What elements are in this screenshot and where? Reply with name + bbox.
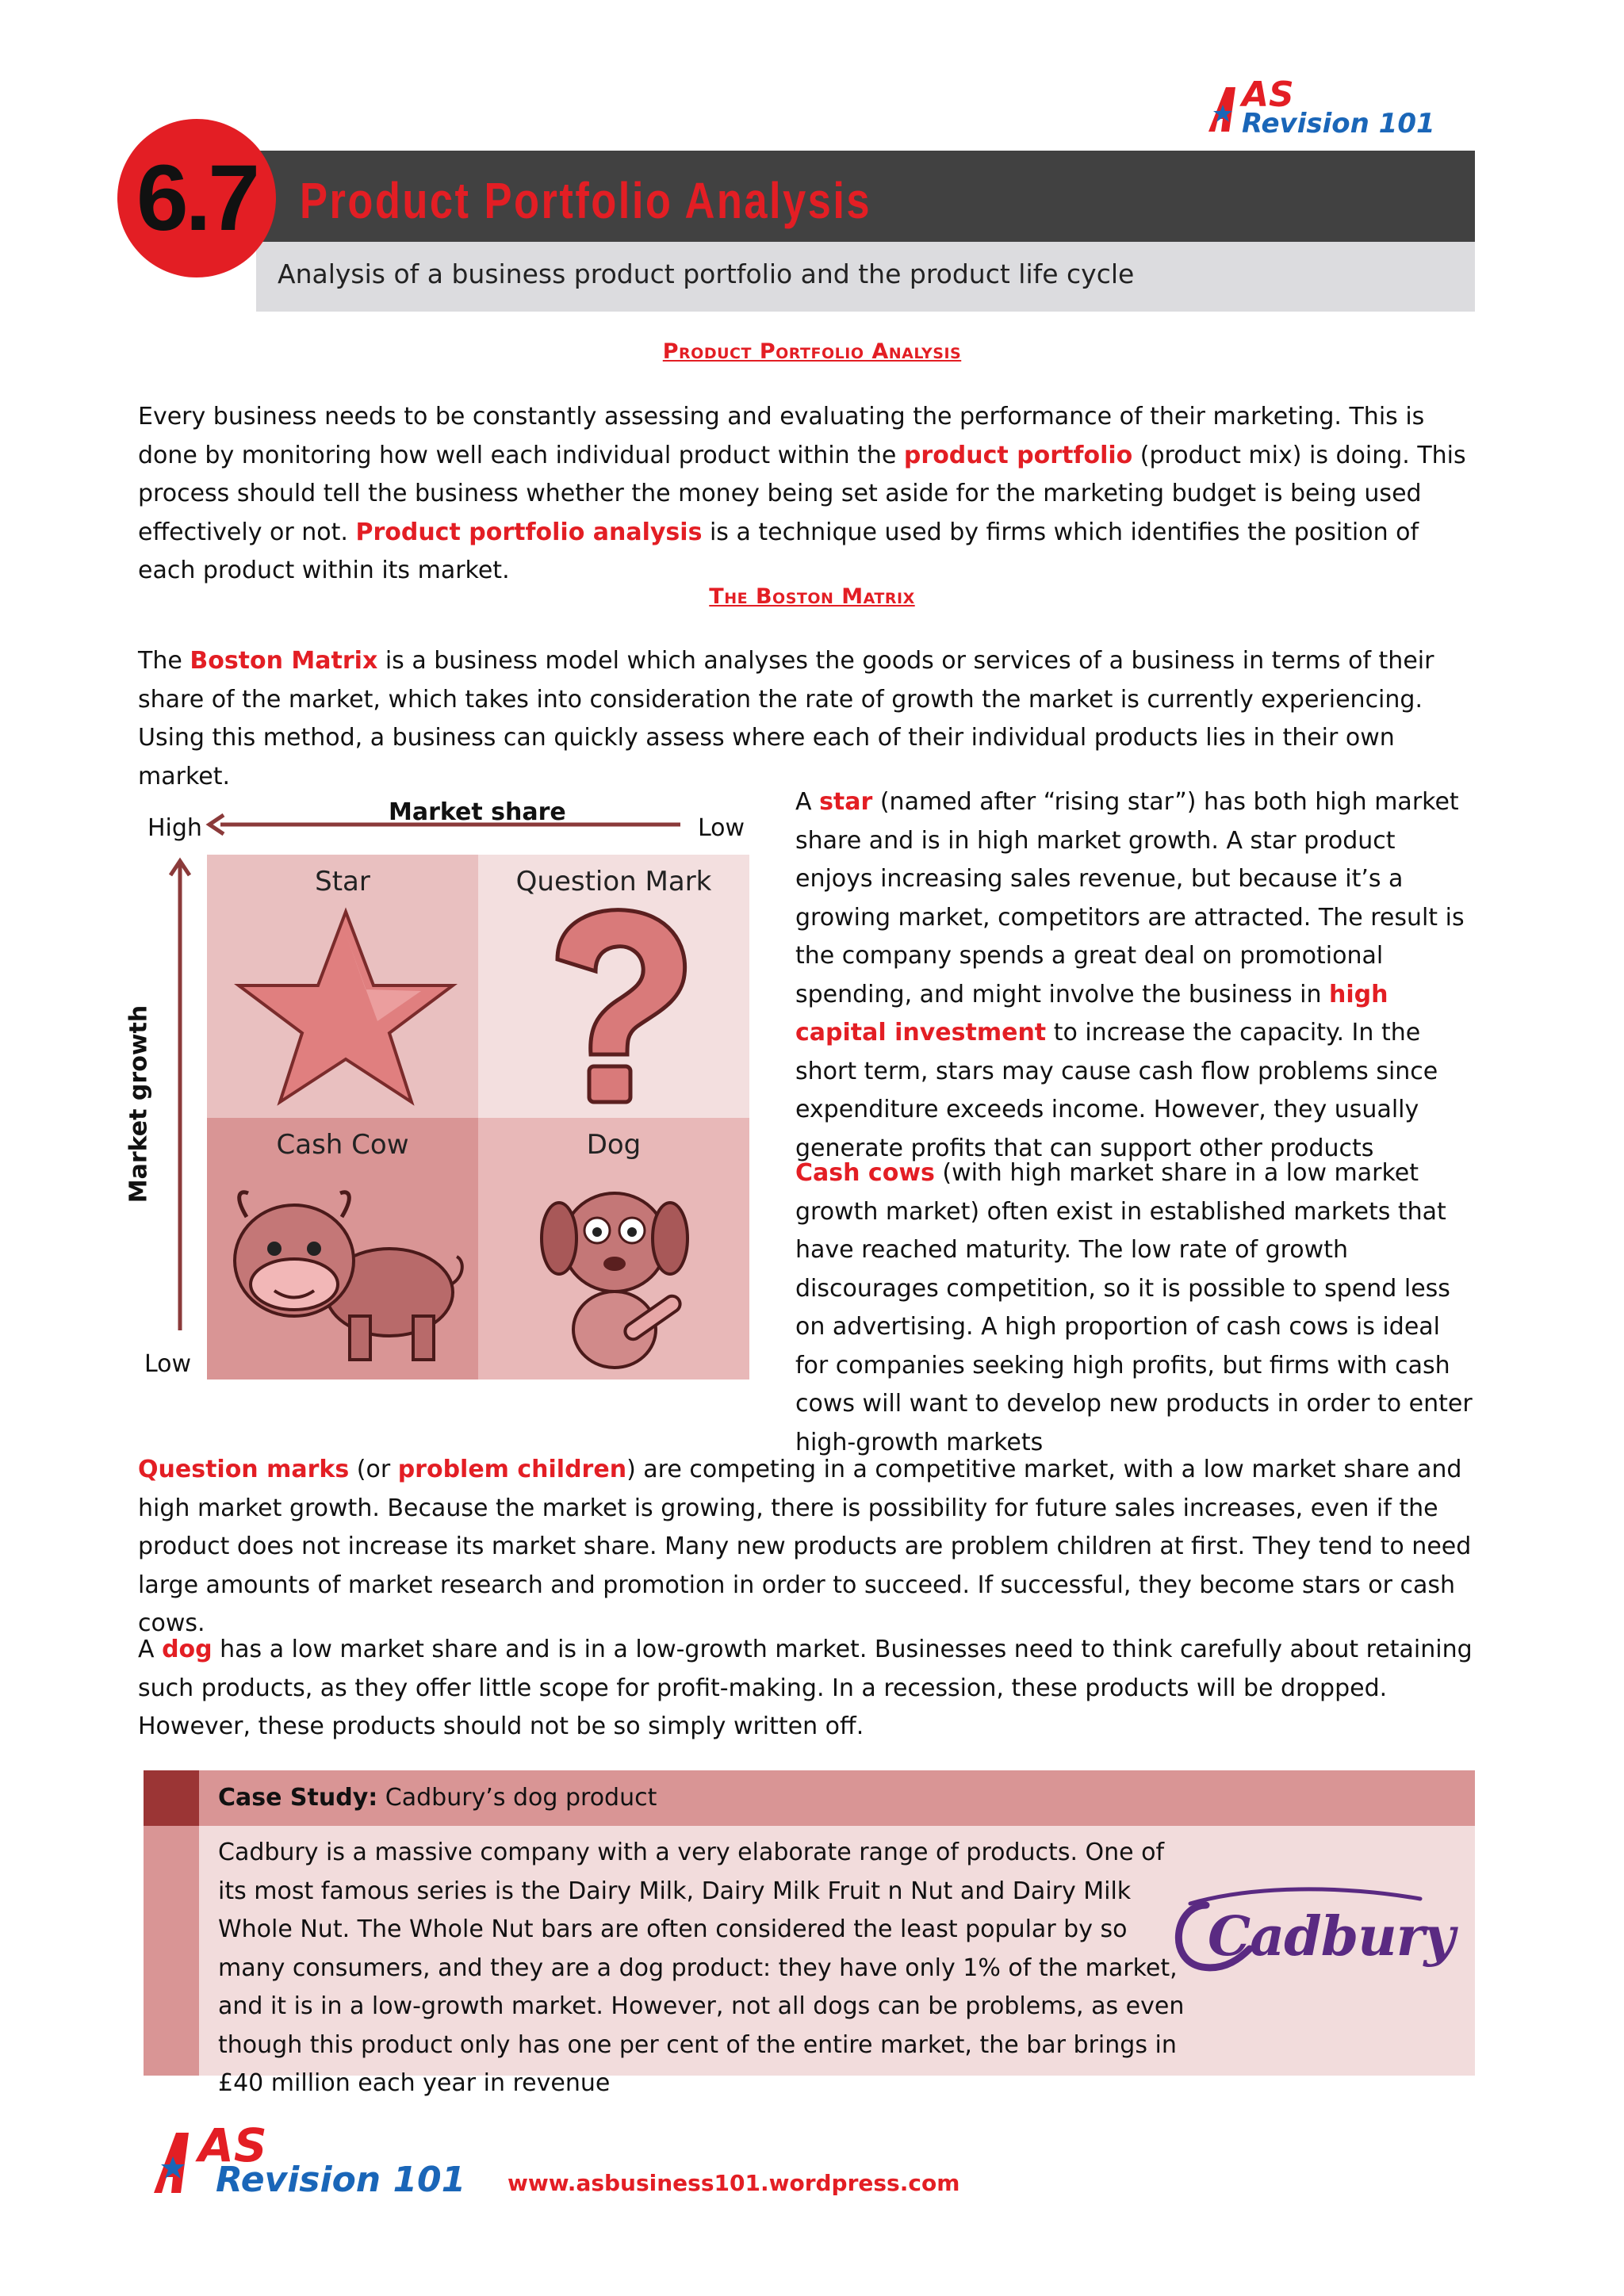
highlight-term: dog — [162, 1636, 213, 1663]
case-study-text-wrap — [218, 1834, 1193, 2103]
brand-logo-footer — [151, 2118, 515, 2204]
page-title: Product Portfolio Analysis — [300, 172, 872, 229]
text-run: Every business needs to be constantly assessing and evaluating the performance of their marketing. This is done by monitoring how well each individual product within the — [138, 403, 1425, 469]
highlight-term: Cash cows — [795, 1159, 935, 1187]
highlight-term: star — [819, 788, 873, 816]
page-subtitle: Analysis of a business product portfolio and the product life cycle — [278, 258, 1135, 289]
highlight-term: Question marks — [138, 1456, 350, 1483]
text-run: (or — [349, 1456, 398, 1483]
text-run: (product mix) is doing. This process should tell the business whether the money being set aside for the marketing budget is being used effectively or not. — [138, 441, 1466, 546]
y-axis-label: Market growth — [124, 1004, 153, 1203]
question-mark-icon — [534, 904, 700, 1112]
footer-logo-as: AS — [198, 2118, 267, 2172]
section-heading-boston: The Boston Matrix — [709, 584, 915, 609]
quadrant-star — [207, 855, 478, 1118]
x-axis-arrow-icon — [205, 813, 688, 836]
text-run: A — [795, 788, 820, 816]
highlight-term: high capital investment — [795, 980, 1388, 1047]
quadrant-title: Star — [315, 866, 370, 897]
text-run: is a business model which analyses the goods or services of a business in terms of their share of the market, which takes into consideration the rate of growth the market is currently experiencing. Using this method, a business can quickly assess where each of their individual products lies in their own market. — [138, 647, 1434, 790]
chapter-number: 6.7 — [136, 146, 258, 251]
section-heading-portfolio: Product Portfolio Analysis — [662, 339, 962, 364]
quadrant-question-mark — [478, 855, 749, 1118]
quadrant-title: Cash Cow — [276, 1129, 409, 1161]
y-axis-low: Low — [144, 1350, 192, 1378]
y-axis-arrow-icon — [168, 856, 192, 1332]
cash-cow-icon — [223, 1181, 469, 1372]
cash-cow-paragraph — [795, 1154, 1477, 1462]
case-study-stripe-dark — [144, 1770, 199, 1826]
text-run: A — [138, 1636, 163, 1663]
question-marks-paragraph — [138, 1451, 1478, 1644]
case-study-box — [144, 1770, 1475, 2097]
brand-logo-top — [1205, 75, 1475, 143]
star-icon — [231, 902, 461, 1108]
website-link[interactable]: www.asbusiness101.wordpress.com — [508, 2170, 960, 2196]
text-run: is a technique used by firms which identifies the position of each product within its market. — [138, 518, 1419, 584]
text-run: has a low market share and is in a low-growth market. Businesses need to think carefully about retaining such products, as they offer little scope for profit-making. In a recession, these products will be dropped. However, these products should not be so simply written off. — [138, 1636, 1473, 1740]
cadbury-logo — [1159, 1881, 1455, 1984]
text-run: (with high market share in a low market growth market) often exist in established markets that have reached maturity. The low rate of growth discourages competition, so it is possible to spend less on advertising. A high proportion of cash cows is ideal for companies seeking high profits, but firms with cash cows will want to develop new products in order to enter high-growth markets — [795, 1159, 1473, 1456]
star-paragraph — [795, 783, 1477, 1168]
highlight-term: problem children — [397, 1456, 627, 1483]
case-study-text: Cadbury is a massive company with a very elaborate range of products. One of its most famous series is the Dairy Milk, Dairy Milk Fruit n Nut and Dairy Milk Whole Nut. The Whole Nut bars are often considered the least popular by so many consumers, and they are a dog product: they have only 1% of the market, and it is in a low-growth market. However, not all dogs can be problems, as even though this product only has one per cent of the entire market, the bar brings in £40 million each year in revenue — [218, 1839, 1185, 2097]
x-axis-high: High — [147, 814, 202, 842]
dog-icon — [526, 1175, 708, 1373]
text-run: ) are competing in a competitive market, with a low market share and high market growth. Because the market is growing, there is possibility for future sales increases, even if the product does not increase its market share. Many new products are problem children at first. They tend to need large amounts of market research and promotion in order to succeed. If successful, they become stars or cash cows. — [138, 1456, 1472, 1637]
text-run: (named after “rising star”) has both high market share and is in high market growth. A star product enjoys increasing sales revenue, but because it’s a growing market, competitors are attracted. The result is the company spends a great deal on promotional spending, and might involve the business in — [795, 788, 1465, 1008]
case-study-body — [199, 1826, 1475, 2097]
text-run: The — [138, 647, 190, 675]
logo-as-text: AS — [1242, 75, 1294, 115]
footer-logo-revision: Revision 101 — [216, 2160, 466, 2200]
quadrant-title: Dog — [586, 1129, 642, 1161]
case-study-stripe — [144, 1826, 199, 2076]
x-axis-low: Low — [698, 814, 745, 842]
case-study-header — [199, 1770, 1475, 1826]
quadrant-dog — [478, 1118, 749, 1380]
case-study-title: Cadbury’s dog product — [377, 1784, 657, 1812]
boston-paragraph — [138, 642, 1478, 796]
x-axis-label: Market share — [389, 798, 566, 826]
highlight-term: Boston Matrix — [190, 647, 378, 675]
portfolio-paragraph — [138, 398, 1478, 591]
highlight-term: Product portfolio analysis — [355, 518, 703, 546]
quadrant-cash-cow — [207, 1118, 478, 1380]
logo-revision-text: Revision 101 — [1242, 108, 1435, 140]
quadrant-title: Question Mark — [515, 866, 712, 897]
dog-paragraph — [138, 1631, 1478, 1747]
highlight-term: product portfolio — [903, 441, 1133, 469]
case-study-heading — [218, 1777, 657, 1820]
cadbury-wordmark: Cadbury — [1208, 1905, 1455, 1969]
text-run: to increase the capacity. In the short term, stars may cause cash flow problems since expenditure exceeds income. However, they usually generate profits that can support other products — [795, 1019, 1438, 1162]
case-study-label: Case Study: — [218, 1784, 378, 1812]
boston-matrix — [124, 789, 753, 1391]
